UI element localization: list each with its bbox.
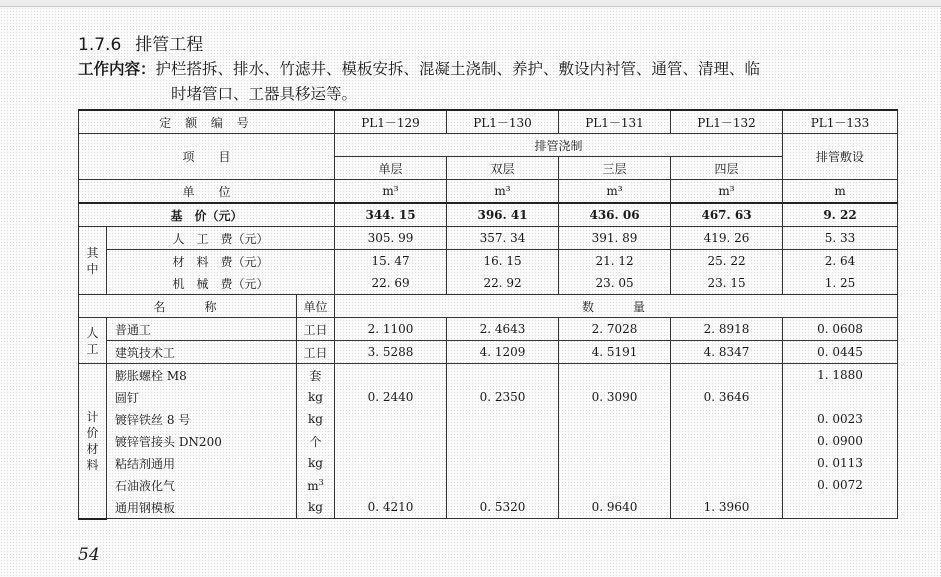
base-price-row [79,203,898,227]
material-cell [559,452,671,474]
material-unit: kg [297,386,335,408]
material-name: 圆钉 [107,386,297,408]
work-content-line2: 时堵管口、工器具移运等。 [171,85,358,103]
labor-cell: 0. 0608 [783,318,898,341]
labor-cell: 0. 0445 [783,341,898,364]
material-group-label [79,364,107,519]
unit-row [79,180,898,204]
material-row [79,496,898,519]
cost-cell: 23. 05 [559,272,671,295]
material-unit: kg [297,408,335,430]
material-unit: 套 [297,364,335,387]
quota-code-cell: PL1－130 [447,110,559,134]
material-cell [447,452,559,474]
material-row [79,386,898,408]
name-header-row [79,295,898,318]
cost-cell: 305. 99 [335,227,447,250]
unit-cell: m³ [335,180,447,204]
labor-cell: 2. 4643 [447,318,559,341]
material-cell [559,408,671,430]
material-cell [447,430,559,452]
material-row [79,408,898,430]
labor-cell: 3. 5288 [335,341,447,364]
quota-table [78,109,898,520]
cost-cell: 21. 12 [559,250,671,273]
unit-cell: m [783,180,898,204]
cost-cell: 15. 47 [335,250,447,273]
material-cell [559,474,671,496]
material-cell: 0. 2440 [335,386,447,408]
labor-unit: 工日 [297,341,335,364]
material-name: 通用钢模板 [107,496,297,519]
material-cell: 0. 9640 [559,496,671,519]
base-price-cell: 9. 22 [783,203,898,227]
labor-cell: 4. 5191 [559,341,671,364]
material-row [79,452,898,474]
labor-name: 建筑技术工 [107,341,297,364]
material-name: 粘结剂通用 [107,452,297,474]
cost-cell: 357. 34 [447,227,559,250]
among-label [79,227,107,295]
section-number: 1.7.6 [78,35,122,55]
page-number: 54 [78,545,100,565]
base-price-cell: 344. 15 [335,203,447,227]
material-cell: 1. 1880 [783,364,898,387]
material-cell [671,408,783,430]
sub-item-cell: 单层 [335,157,447,180]
material-cell [783,496,898,519]
material-cell [447,474,559,496]
item-group-row [79,134,898,157]
material-unit: 个 [297,430,335,452]
cost-cell: 5. 33 [783,227,898,250]
unit-cell: m³ [559,180,671,204]
viewer-top-strip [0,0,941,7]
labor-name: 普通工 [107,318,297,341]
material-unit: $m^3$ [297,474,335,496]
sub-item-cell: 三层 [559,157,671,180]
material-name: 石油液化气 [107,474,297,496]
material-cell [783,386,898,408]
base-price-cell: 396. 41 [447,203,559,227]
cost-label: 人 工 费（元） [107,227,335,250]
quota-code-cell: PL1－132 [671,110,783,134]
unit-cell: m³ [447,180,559,204]
work-content-line1: 护栏搭拆、排水、竹滤井、模板安拆、混凝土浇制、养护、敷设内衬管、通管、清理、临 [155,60,761,78]
sub-item-cell: 双层 [447,157,559,180]
material-cell [671,364,783,387]
material-cell: 1. 3960 [671,496,783,519]
material-unit: kg [297,452,335,474]
quota-code-cell: PL1－131 [559,110,671,134]
material-cell: 0. 4210 [335,496,447,519]
material-row [79,430,898,452]
item-label: 项 目 [79,134,335,180]
labor-group-text: 人工 [86,325,99,356]
labor-cell: 4. 1209 [447,341,559,364]
cost-cell: 1. 25 [783,272,898,295]
material-cell [447,408,559,430]
material-cell [447,364,559,387]
group-lay-header: 排管敷设 [783,134,898,180]
unit-cell: m³ [671,180,783,204]
material-cell [335,364,447,387]
unit-col-label: 单位 [297,295,335,318]
material-cell: 0. 0072 [783,474,898,496]
labor-row [79,341,898,364]
cost-cell: 391. 89 [559,227,671,250]
material-cell: 0. 3646 [671,386,783,408]
material-cell [335,430,447,452]
material-cell [671,452,783,474]
cost-row [79,250,898,273]
quantity-label: 数 量 [335,295,898,318]
base-price-cell: 467. 63 [671,203,783,227]
among-label-text: 其中 [86,245,99,276]
section-title: 排管工程 [135,35,204,55]
cost-row [79,272,898,295]
material-cell [671,430,783,452]
quota-code-row [79,110,898,134]
work-content-label: 工作内容： [78,60,156,78]
base-price-label: 基 价（元） [79,203,335,227]
cost-row [79,227,898,250]
material-cell: 0. 0023 [783,408,898,430]
unit-label: 单 位 [79,180,335,204]
sub-item-cell: 四层 [671,157,783,180]
labor-cell: 2. 1100 [335,318,447,341]
material-cell [335,408,447,430]
material-cell [559,364,671,387]
labor-cell: 2. 8918 [671,318,783,341]
material-name: 膨胀螺栓 M8 [107,364,297,387]
cost-cell: 23. 15 [671,272,783,295]
material-cell [335,474,447,496]
labor-cell: 4. 8347 [671,341,783,364]
cost-cell: 22. 92 [447,272,559,295]
quota-code-cell: PL1－129 [335,110,447,134]
material-unit: kg [297,496,335,519]
material-cell: 0. 2350 [447,386,559,408]
material-cell [671,474,783,496]
quota-code-cell: PL1－133 [783,110,898,134]
labor-row [79,318,898,341]
labor-cell: 2. 7028 [559,318,671,341]
cost-cell: 22. 69 [335,272,447,295]
material-cell: 0. 3090 [559,386,671,408]
material-row [79,474,898,496]
labor-group-label [79,318,107,364]
labor-unit: 工日 [297,318,335,341]
cost-label: 材 料 费（元） [107,250,335,273]
base-price-cell: 436. 06 [559,203,671,227]
cost-label: 机 械 费（元） [107,272,335,295]
material-cell: 0. 5320 [447,496,559,519]
name-label: 名 称 [79,295,297,318]
work-content [78,57,908,107]
cost-cell: 2. 64 [783,250,898,273]
material-cell: 0. 0113 [783,452,898,474]
cost-cell: 25. 22 [671,250,783,273]
material-cell [559,430,671,452]
material-cell: 0. 0900 [783,430,898,452]
material-name: 镀锌管接头 DN200 [107,430,297,452]
material-name: 镀锌铁丝 8 号 [107,408,297,430]
cost-cell: 419. 26 [671,227,783,250]
material-cell [335,452,447,474]
quota-code-label: 定 额 编 号 [79,110,335,134]
material-group-text: 计价材料 [86,409,99,472]
material-row [79,364,898,387]
group-pour-header: 排管浇制 [335,134,783,157]
section-heading [78,30,203,55]
cost-cell: 16. 15 [447,250,559,273]
